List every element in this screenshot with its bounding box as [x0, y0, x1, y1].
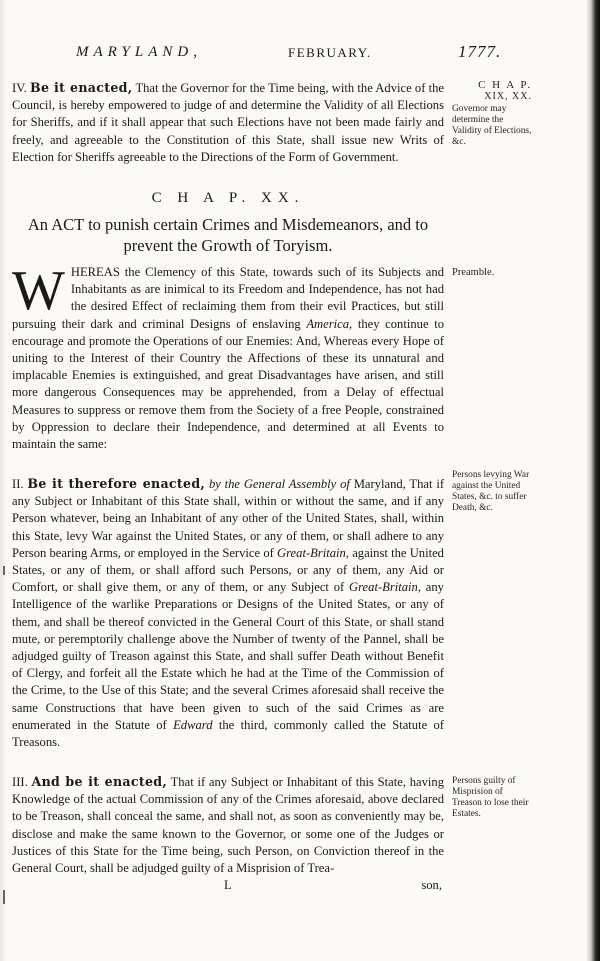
- section-iii-text: That if any Subject or Inhabitant of this State, having Knowledge of the actual Commission of any of the Crimes aforesaid, above declared to be Treason, shall conceal the same, and shall not, as soon as conveniently may be, disclose and make the same known to the Governor, or some one of the Judges or Justices of this State for the Time being, such Person, on Conviction thereof in the General Court, shall be adjudged guilty of a Misprision of Trea-: [12, 775, 445, 876]
- preamble-text-2: they continue to encourage and promote the Operations of our Enemies: And, Whereas every Hope of uniting to the Interest of their Country the Affections of these its unnatural and implacable Enemies is extinguished, and great Disadvantages have arisen, and still more dangerous Consequences may be apprehended, from a Delay of effectual Measures to suppress or remove them from the Society of a free People, constrained by Oppression to declare their Independence, and determined at all Events to maintain the same:: [12, 316, 444, 452]
- left-margin-mark: [3, 566, 5, 575]
- section-ii-edward: Edward: [173, 717, 213, 732]
- header-month: FEBRUARY.: [288, 45, 372, 60]
- margin-note-misprision: Persons guilty of Misprision of Treason to lose their Estates.: [452, 776, 529, 819]
- drop-cap: W: [12, 260, 65, 322]
- section-iii-number: III.: [12, 775, 28, 789]
- section-ii-text-2: against the United States, or any of them, or shall afford such Persons, or any of them, any Aid or Comfort, or shall give them, or any of them, or any Subject of: [12, 545, 444, 595]
- running-header: [60, 44, 530, 66]
- act-title: An ACT to punish certain Crimes and Misdemeanors, and to prevent the Growth of Toryism.: [27, 215, 429, 255]
- section-iv-text: That the Governor for the Time being, with the Advice of the Council, is hereby empowered to judge of and determine the Validity of all Elections for Sheriffs, and if it shall appear that such Elections have not been made fairly and freely, and agreeable to the Constitution of this State, shall issue new Writs of Election for Sheriffs agreeable to the Directions of the Form of Government.: [12, 81, 444, 164]
- preamble-text: HEREAS the Clemency of this State, towards such of its Subjects and Inhabitants as are inimical to its Freedom and Independence, has not had the desired Effect of reclaiming them from their evil Practices, but still pursuing their dark and criminal Designs of enslaving: [12, 265, 444, 331]
- section-ii-text-4: the third, commonly called the Statute of Treasons.: [12, 717, 444, 750]
- header-year: 1777.: [458, 42, 502, 61]
- margin-chap-numbers: XIX, XX.: [484, 91, 532, 102]
- section-ii: [12, 475, 444, 751]
- signature-mark: L: [224, 878, 232, 892]
- section-ii-text-1: That if any Subject or Inhabitant of this State shall, within or without the same, and if any Person whatever, being an Inhabitant of any other of the United States, shall, within this State, levy War against the United States, or any of them, or shall adhere to any Person bearing Arms, or employed in the Service of: [12, 477, 445, 560]
- margin-note-1: Governor may determine the Validity of Elections, &c.: [452, 104, 532, 147]
- section-ii-maryland: Maryland,: [353, 477, 406, 491]
- section-iii-lead: And be it enacted,: [31, 774, 168, 789]
- binding-edge-shadow: [586, 0, 600, 961]
- section-ii-lead: Be it therefore enacted,: [27, 476, 206, 491]
- section-iii: [12, 773, 444, 877]
- section-ii-great-britain-1: Great-Britain,: [277, 545, 349, 560]
- catchword: son,: [421, 878, 442, 892]
- margin-note-preamble: Preamble.: [452, 267, 495, 278]
- section-iv-number: IV.: [12, 81, 27, 95]
- section-ii-assembly: by the General Assembly of: [208, 477, 350, 491]
- preamble: [12, 260, 444, 453]
- left-margin-mark: [3, 890, 5, 904]
- margin-chap-label: C H A P.: [478, 79, 532, 91]
- section-ii-number: II.: [12, 477, 24, 491]
- chapter-heading: C H A P. XX.: [151, 190, 305, 206]
- page-gutter-shadow: [0, 0, 6, 961]
- preamble-america: America,: [306, 316, 353, 331]
- section-iv-lead: Be it enacted,: [30, 80, 133, 95]
- margin-note-war: Persons levying War against the United States, &c. to suffer Death, &c.: [452, 470, 530, 513]
- margin-note-governor: [452, 80, 532, 148]
- header-state: MARYLAND,: [76, 44, 202, 60]
- section-ii-text-3: any Intelligence of the warlike Preparations or Designs of the United States, or any of them, and shall be thereof convicted in the General Court of this State, or shall stand mute, or peremptorily challenge above the Number of twenty of the Pannel, shall be adjudged guilty of Treason against this State, and shall suffer Death without Benefit of Clergy, and forfeit all the Estate which he had at the Time of the Commission of the Crime, to the Use of this State; and the several Crimes aforesaid shall receive the same Constructions that have been given to such of the said Crimes as are enumerated in the Statute of: [12, 580, 444, 732]
- section-ii-great-britain-2: Great-Britain,: [349, 580, 421, 595]
- section-iv: [12, 79, 444, 166]
